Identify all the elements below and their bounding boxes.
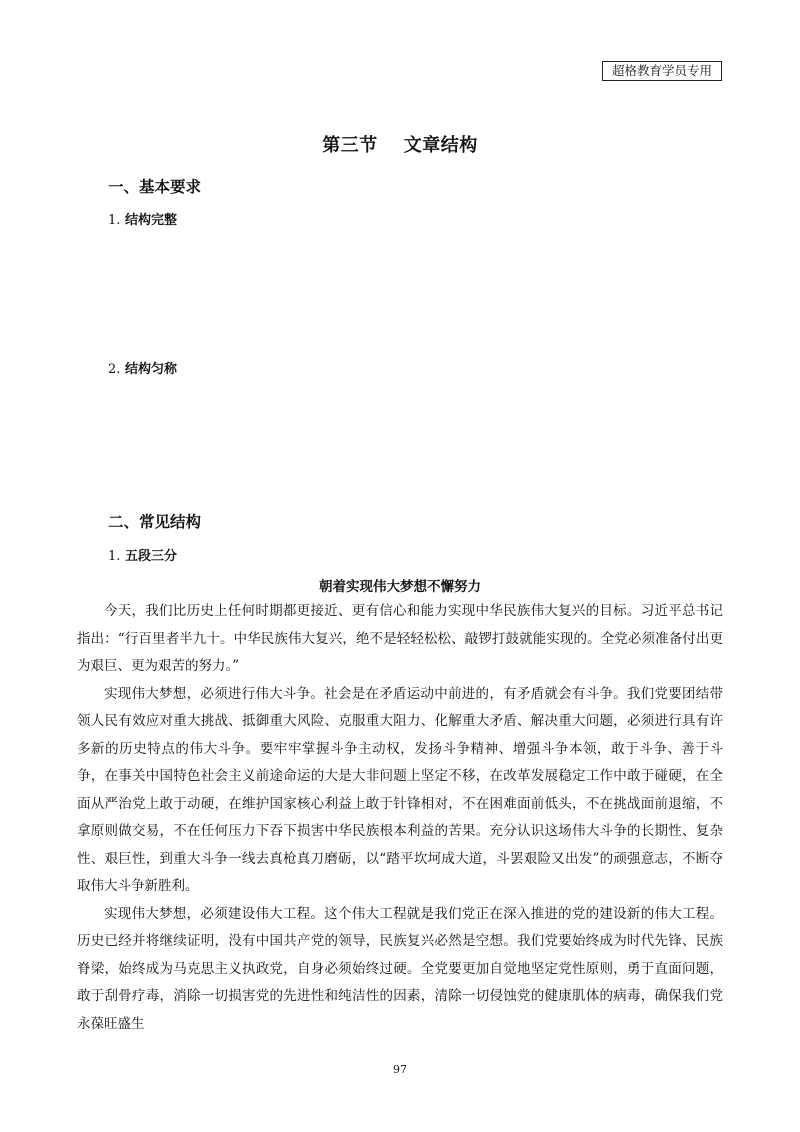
article-body [77, 598, 723, 1038]
page-number: 97 [393, 1063, 407, 1076]
article-paragraph: 实现伟大梦想，必须建设伟大工程。这个伟大工程就是我们党正在深入推进的党的建设新的伟大工程。历史已经并将继续证明，没有中国共产党的领导，民族复兴必然是空想。我们党要始终成为时代先锋、民族脊梁，始终成为马克思主义执政党，自身必须始终过硬。全党要更加自觉地坚定党性原则，勇于直面问题，敢于刮骨疗毒，消除一切损害党的先进性和纯洁性的因素，清除一切侵蚀党的健康肌体的病毒，确保我们党永葆旺盛生 [77, 905, 723, 1032]
article-paragraph: 今天，我们比历史上任何时期都更接近、更有信心和能力实现中华民族伟大复兴的目标。习近平总书记指出：“行百里者半九十。中华民族伟大复兴，绝不是轻轻松松、敲锣打鼓就能实现的。全党必须准备付出更为艰巨、更为艰苦的努力。” [77, 603, 723, 674]
subheading-label: 五段三分 [124, 549, 177, 564]
subheading-structure-complete [108, 209, 177, 228]
subheading-number: 1. [108, 549, 121, 564]
header-tag: 超格教育学员专用 [602, 61, 722, 81]
section-title-number: 第三节 [322, 135, 378, 156]
heading-basic-requirements: 一、基本要求 [108, 177, 202, 196]
subheading-number: 2. [108, 362, 121, 377]
section-title-text: 文章结构 [403, 135, 478, 156]
subheading-label: 结构匀称 [124, 362, 177, 377]
section-title [0, 131, 800, 157]
subheading-five-paragraphs [108, 545, 177, 564]
heading-common-structures: 二、常见结构 [108, 512, 202, 531]
subheading-number: 1. [108, 213, 121, 228]
article-title: 朝着实现伟大梦想不懈努力 [319, 579, 481, 595]
article-paragraph: 实现伟大梦想，必须进行伟大斗争。社会是在矛盾运动中前进的，有矛盾就会有斗争。我们党要团结带领人民有效应对重大挑战、抵御重大风险、克服重大阻力、化解重大矛盾、解决重大问题，必须进行具有许多新的历史特点的伟大斗争。要牢牢掌握斗争主动权，发扬斗争精神、增强斗争本领，敢于斗争、善于斗争，在事关中国特色社会主义前途命运的大是大非问题上坚定不移，在改革发展稳定工作中敢于碰硬，在全面从严治党上敢于动硬，在维护国家核心利益上敢于针锋相对，不在困难面前低头，不在挑战面前退缩，不拿原则做交易，不在任何压力下吞下损害中华民族根本利益的苦果。充分认识这场伟大斗争的长期性、复杂性、艰巨性，到重大斗争一线去真枪真刀磨砺，以“踏平坎坷成大道，斗罢艰险又出发”的顽强意志，不断夺取伟大斗争新胜利。 [77, 685, 723, 894]
subheading-structure-balanced [108, 358, 177, 377]
subheading-label: 结构完整 [124, 213, 177, 228]
